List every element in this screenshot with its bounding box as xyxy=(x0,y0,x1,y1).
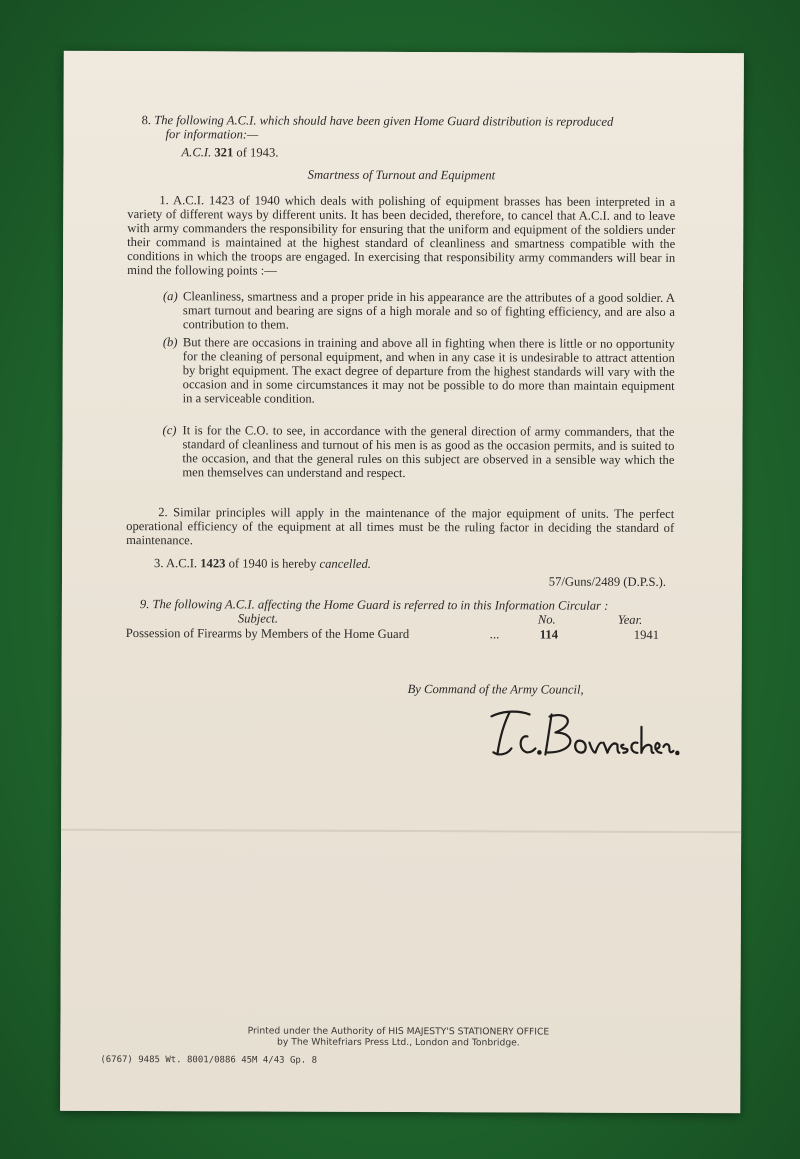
header-subject: Subject. xyxy=(237,611,279,626)
point-text: It is for the C.O. to see, in accordance with the general direction of army commanders, that the standard of cleanliness and turnout of his men is as good as the occasion permits, and is suited to the occasion, and that the general rules on this subject are observed in a sensible way which the men themselves can understand and respect. xyxy=(182,423,675,481)
point-text: Cleanliness, smartness and a proper pride in his appearance are the attributes of a good soldier. A smart turnout and bearing are signs of a high morale and so of fighting efficiency, and are also a contribution to them. xyxy=(182,289,676,332)
handwritten-signature xyxy=(489,706,679,763)
row-subject: Possession of Firearms by Members of the Home Guard xyxy=(125,626,410,642)
aci-reference: A.C.I. 321 of 1943. xyxy=(181,145,279,160)
paragraph-2: 2. Similar principles will apply in the maintenance of the major equipment of units. The perfect operational efficiency of the equipment at all times must be the ruling factor in deciding the standard of maintenance. xyxy=(126,505,675,548)
printer-imprint xyxy=(124,1025,672,1049)
section-9-intro: 9. The following A.C.I. affecting the Home Guard is referred to in this Information Circular : xyxy=(139,597,609,613)
paper-fold-line xyxy=(61,829,741,833)
table-row xyxy=(126,626,674,642)
imprint-line-2: by The Whitefriars Press Ltd., London and Tonbridge. xyxy=(277,1036,520,1049)
document-sheet xyxy=(60,51,744,1113)
table-header xyxy=(126,611,674,627)
point-label: (a) xyxy=(162,289,178,304)
section-heading: Smartness of Turnout and Equipment xyxy=(307,167,496,183)
file-reference: 57/Guns/2489 (D.P.S.). xyxy=(548,574,667,589)
row-leader-dots: ... xyxy=(489,627,500,642)
paragraph-3: 3. A.C.I. 1423 of 1940 is hereby cancelled. xyxy=(154,556,371,571)
paragraph-1: 1. A.C.I. 1423 of 1940 which deals with polishing of equipment brasses has been interpreted in a variety of different ways by different units. It has been decided, therefore, to cancel that A.C.I. and to leave with army commanders the responsibility for ensuring that the uniform and equipment of the soldiers under their command is maintained at the highest standard of cleanliness and smartness compatible with the conditions in which the troops are engaged. In exercising that responsibility army commanders will bear in mind the following points :— xyxy=(127,193,676,278)
point-text: But there are occasions in training and above all in fighting when there is little or no opportunity for the cleaning of personal equipment, and when in any case it is undesirable to attract attention by bright equipment. The exact degree of departure from the highest standards will vary with the occasion and in some circumstances it may not be possible to do more than maintain equipment in a serviceable condition. xyxy=(182,335,675,406)
document-content xyxy=(100,113,676,1066)
row-number: 114 xyxy=(539,627,559,642)
section-8-intro: 8. The following A.C.I. which should have been given Home Guard distribution is reproduced for information:— xyxy=(141,113,614,142)
imprint-line-1: Printed under the Authority of HIS MAJESTY'S STATIONERY OFFICE xyxy=(247,1025,550,1038)
point-b xyxy=(163,335,675,407)
header-no: No. xyxy=(537,612,556,627)
print-reference: (6767) 9485 Wt. 8001/0886 45M 4/43 Gp. 8 xyxy=(100,1054,318,1066)
row-year: 1941 xyxy=(633,627,660,642)
point-c xyxy=(162,423,674,481)
header-year: Year. xyxy=(617,612,643,627)
command-line: By Command of the Army Council, xyxy=(407,682,584,697)
point-label: (b) xyxy=(162,335,178,350)
point-a xyxy=(163,289,675,333)
point-label: (c) xyxy=(162,423,177,438)
